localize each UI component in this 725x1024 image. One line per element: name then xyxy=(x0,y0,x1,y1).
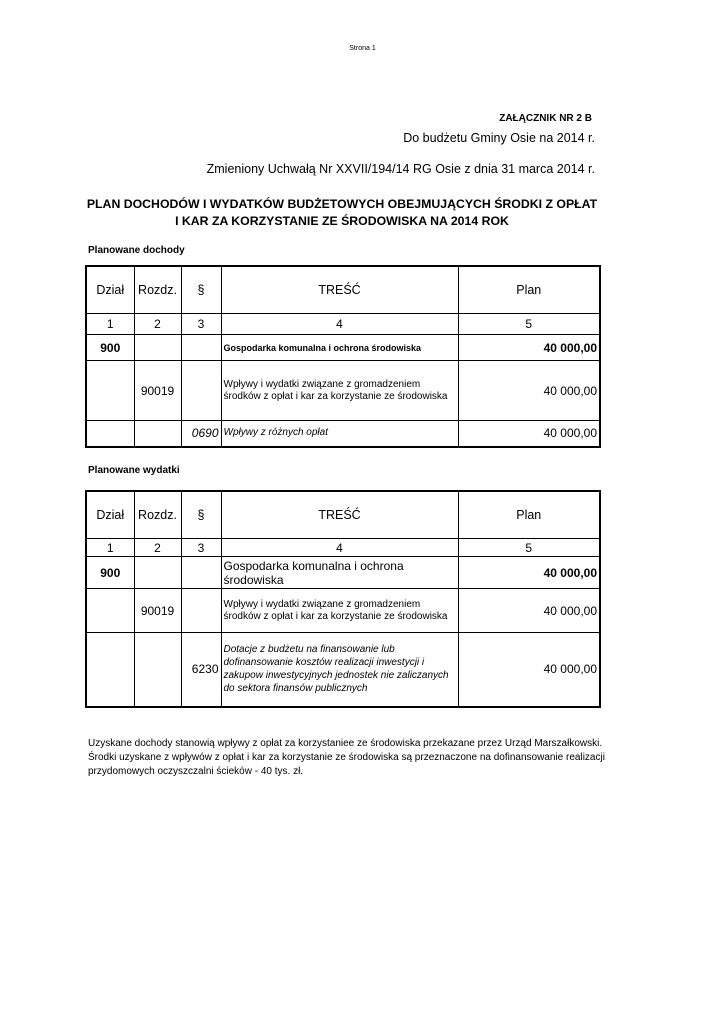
col-number: 4 xyxy=(221,314,458,335)
cell-paragraph xyxy=(181,361,221,421)
table-row xyxy=(86,421,600,447)
cell-dzial xyxy=(86,589,134,633)
table-row xyxy=(86,589,600,633)
cell-rozdz xyxy=(134,557,181,589)
table-row xyxy=(86,557,600,589)
cell-paragraph xyxy=(181,589,221,633)
col-header-paragraph: § xyxy=(181,266,221,314)
cell-rozdz xyxy=(134,633,181,707)
cell-rozdz xyxy=(134,335,181,361)
footer-notes xyxy=(88,737,608,779)
col-number: 5 xyxy=(458,314,600,335)
cell-plan: 40 000,00 xyxy=(458,633,600,707)
cell-tresc: Dotacje z budżetu na finansowanie lub dofinansowanie kosztów realizacji inwestycji i zakupow inwestycyjnych jednostek nie zaliczanych do sektora finansów publicznych xyxy=(221,633,458,707)
budget-reference: Do budżetu Gminy Osie na 2014 r. xyxy=(403,131,595,145)
col-number: 2 xyxy=(134,314,181,335)
cell-dzial xyxy=(86,361,134,421)
income-table xyxy=(85,265,601,448)
table-row xyxy=(86,633,600,707)
cell-plan: 40 000,00 xyxy=(458,335,600,361)
cell-tresc: Wpływy z różnych opłat xyxy=(221,421,458,447)
col-header-dzial: Dział xyxy=(86,491,134,539)
col-header-plan: Plan xyxy=(458,491,600,539)
cell-plan: 40 000,00 xyxy=(458,421,600,447)
cell-dzial xyxy=(86,633,134,707)
column-number-row xyxy=(86,539,600,557)
table-header-row xyxy=(86,491,600,539)
cell-dzial xyxy=(86,421,134,447)
cell-paragraph xyxy=(181,557,221,589)
table-header-row xyxy=(86,266,600,314)
expenses-section-label: Planowane wydatki xyxy=(88,465,180,476)
cell-rozdz: 90019 xyxy=(134,361,181,421)
cell-tresc: Gospodarka komunalna i ochrona środowiska xyxy=(221,557,458,589)
expenses-table xyxy=(85,490,601,708)
col-number: 5 xyxy=(458,539,600,557)
table-row xyxy=(86,335,600,361)
column-number-row xyxy=(86,314,600,335)
cell-plan: 40 000,00 xyxy=(458,557,600,589)
table-row xyxy=(86,361,600,421)
cell-plan: 40 000,00 xyxy=(458,361,600,421)
footer-note: Środki uzyskane z wpływów z opłat i kar za korzystanie ze środowiska są przeznaczone na dofinansowanie realizacji przydomowych oczyszczalni ścieków - 40 tys. zł. xyxy=(88,752,605,777)
cell-paragraph: 0690 xyxy=(181,421,221,447)
col-number: 3 xyxy=(181,539,221,557)
cell-paragraph: 6230 xyxy=(181,633,221,707)
cell-plan: 40 000,00 xyxy=(458,589,600,633)
col-number: 1 xyxy=(86,539,134,557)
col-header-rozdz: Rozdz. xyxy=(134,266,181,314)
cell-rozdz: 90019 xyxy=(134,589,181,633)
cell-dzial: 900 xyxy=(86,557,134,589)
col-number: 3 xyxy=(181,314,221,335)
col-header-tresc: TREŚĆ xyxy=(221,266,458,314)
cell-rozdz xyxy=(134,421,181,447)
cell-tresc: Wpływy i wydatki związane z gromadzeniem środków z opłat i kar za korzystanie ze środowiska xyxy=(221,361,458,421)
annex-number: ZAŁĄCZNIK NR 2 B xyxy=(499,113,592,124)
col-header-dzial: Dział xyxy=(86,266,134,314)
col-number: 4 xyxy=(221,539,458,557)
col-header-tresc: TREŚĆ xyxy=(221,491,458,539)
cell-tresc: Wpływy i wydatki związane z gromadzeniem środków z opłat i kar za korzystanie ze środowiska xyxy=(221,589,458,633)
col-header-rozdz: Rozdz. xyxy=(134,491,181,539)
col-number: 2 xyxy=(134,539,181,557)
cell-dzial: 900 xyxy=(86,335,134,361)
col-number: 1 xyxy=(86,314,134,335)
page-number: Strona 1 xyxy=(349,45,376,52)
cell-paragraph xyxy=(181,335,221,361)
footer-note: Uzyskane dochody stanowią wpływy z opłat za korzystaniee ze środowiska przekazane przez Urząd Marszałkowski. xyxy=(88,738,603,749)
amendment-reference: Zmieniony Uchwałą Nr XXVII/194/14 RG Osie z dnia 31 marca 2014 r. xyxy=(206,162,595,176)
col-header-plan: Plan xyxy=(458,266,600,314)
document-title: PLAN DOCHODÓW I WYDATKÓW BUDŻETOWYCH OBEJMUJĄCYCH ŚRODKI Z OPŁAT I KAR ZA KORZYSTANIE ZE ŚRODOWISKA NA 2014 ROK xyxy=(86,197,598,228)
income-section-label: Planowane dochody xyxy=(88,245,185,256)
cell-tresc: Gospodarka komunalna i ochrona środowiska xyxy=(221,335,458,361)
col-header-paragraph: § xyxy=(181,491,221,539)
